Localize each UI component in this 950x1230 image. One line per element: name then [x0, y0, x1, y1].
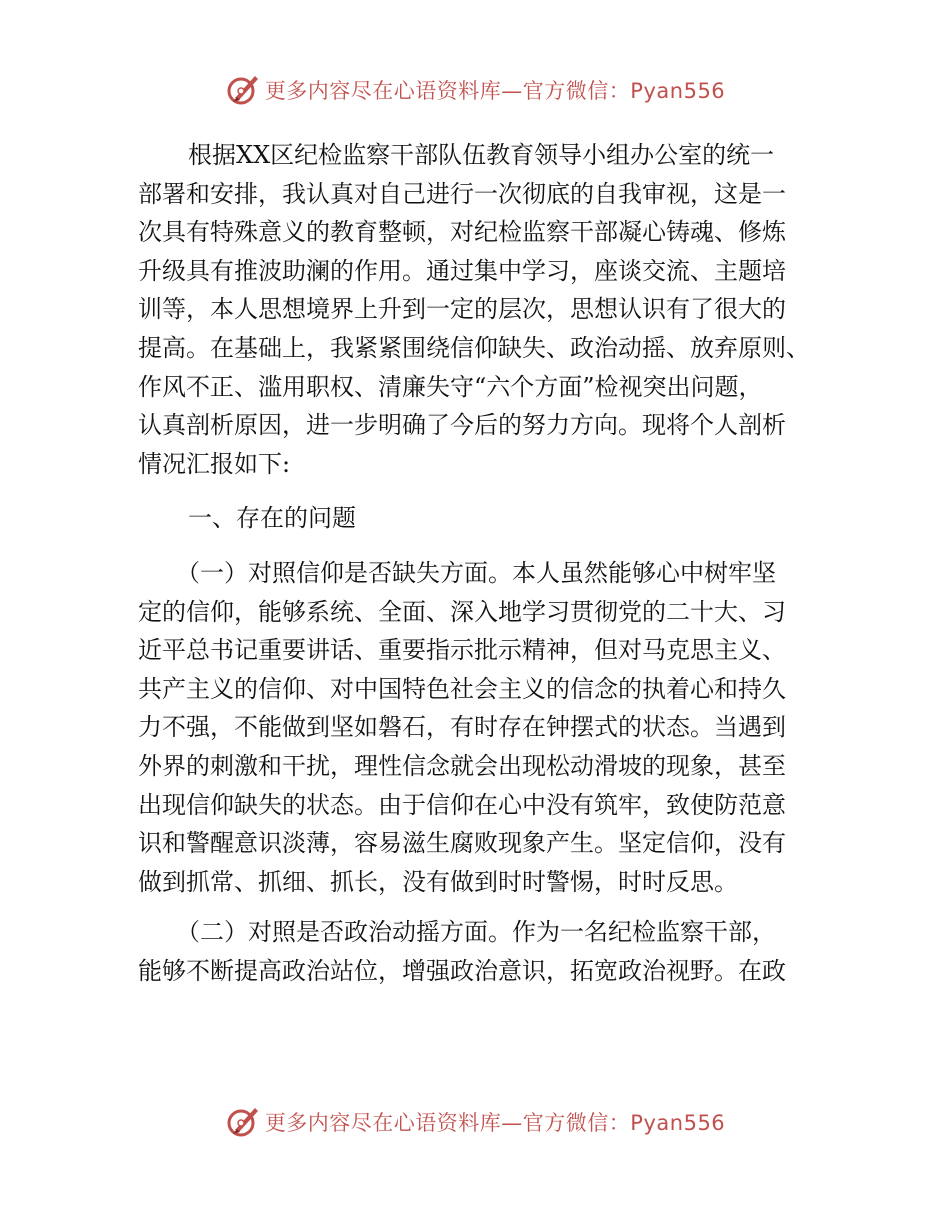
watermark-text: 更多内容尽在心语资料库—官方微信：Pyan556: [264, 1111, 726, 1135]
text-line: 部署和安排，我认真对自己进行一次彻底的自我审视，这是一: [138, 179, 786, 208]
text-line: 次具有特殊意义的教育整顿，对纪检监察干部凝心铸魂、修炼: [138, 218, 786, 247]
watermark-banner-top: [0, 68, 950, 112]
text-line: 力不强，不能做到坚如磐石，有时存在钟摆式的状态。当遇到: [138, 713, 786, 742]
text-line: （二）对照是否政治动摇方面。作为一名纪检监察干部，: [176, 918, 776, 947]
text-line: 升级具有推波助澜的作用。通过集中学习，座谈交流、主题培: [138, 256, 786, 285]
watermark-text: 更多内容尽在心语资料库—官方微信：Pyan556: [264, 79, 726, 103]
text-line: 认真剖析原因，进一步明确了今后的努力方向。现将个人剖析: [138, 411, 786, 440]
text-line: 根据XX区纪检监察干部队伍教育领导小组办公室的统一: [188, 141, 775, 169]
text-line: 作风不正、滥用职权、清廉失守“六个方面”检视突出问题，: [138, 372, 763, 401]
paragraph: [138, 554, 814, 901]
heading-line: 一、存在的问题: [188, 504, 356, 533]
text-line: 提高。在基础上，我紧紧围绕信仰缺失、政治动摇、放弃原则、: [138, 333, 810, 362]
text-line: 识和警醒意识淡薄，容易滋生腐败现象产生。坚定信仰，没有: [138, 829, 786, 858]
paragraph: [138, 913, 814, 990]
text-line: 训等，本人思想境界上升到一定的层次，思想认识有了很大的: [138, 295, 786, 324]
section-heading: [138, 499, 814, 538]
text-line: 外界的刺激和干扰，理性信念就会出现松动滑坡的现象，甚至: [138, 751, 786, 780]
watermark-banner-bottom: [0, 1100, 950, 1144]
text-line: 共产主义的信仰、对中国特色社会主义的信念的执着心和持久: [138, 674, 786, 703]
text-line: 情况汇报如下:: [138, 449, 291, 478]
document-body: [138, 136, 814, 990]
quill-logo-icon: [225, 72, 261, 108]
text-line: 做到抓常、抓细、抓长，没有做到时时警惕，时时反思。: [138, 867, 738, 896]
text-line: 能够不断提高政治站位，增强政治意识，拓宽政治视野。在政: [138, 956, 786, 985]
text-line: （一）对照信仰是否缺失方面。本人虽然能够心中树牢坚: [176, 558, 776, 587]
paragraph: [138, 136, 814, 483]
text-line: 定的信仰，能够系统、全面、深入地学习贯彻党的二十大、习: [138, 597, 786, 626]
text-line: 近平总书记重要讲话、重要指示批示精神，但对马克思主义、: [138, 636, 786, 665]
text-line: 出现信仰缺失的状态。由于信仰在心中没有筑牢，致使防范意: [138, 790, 786, 819]
quill-logo-icon: [225, 1104, 261, 1140]
